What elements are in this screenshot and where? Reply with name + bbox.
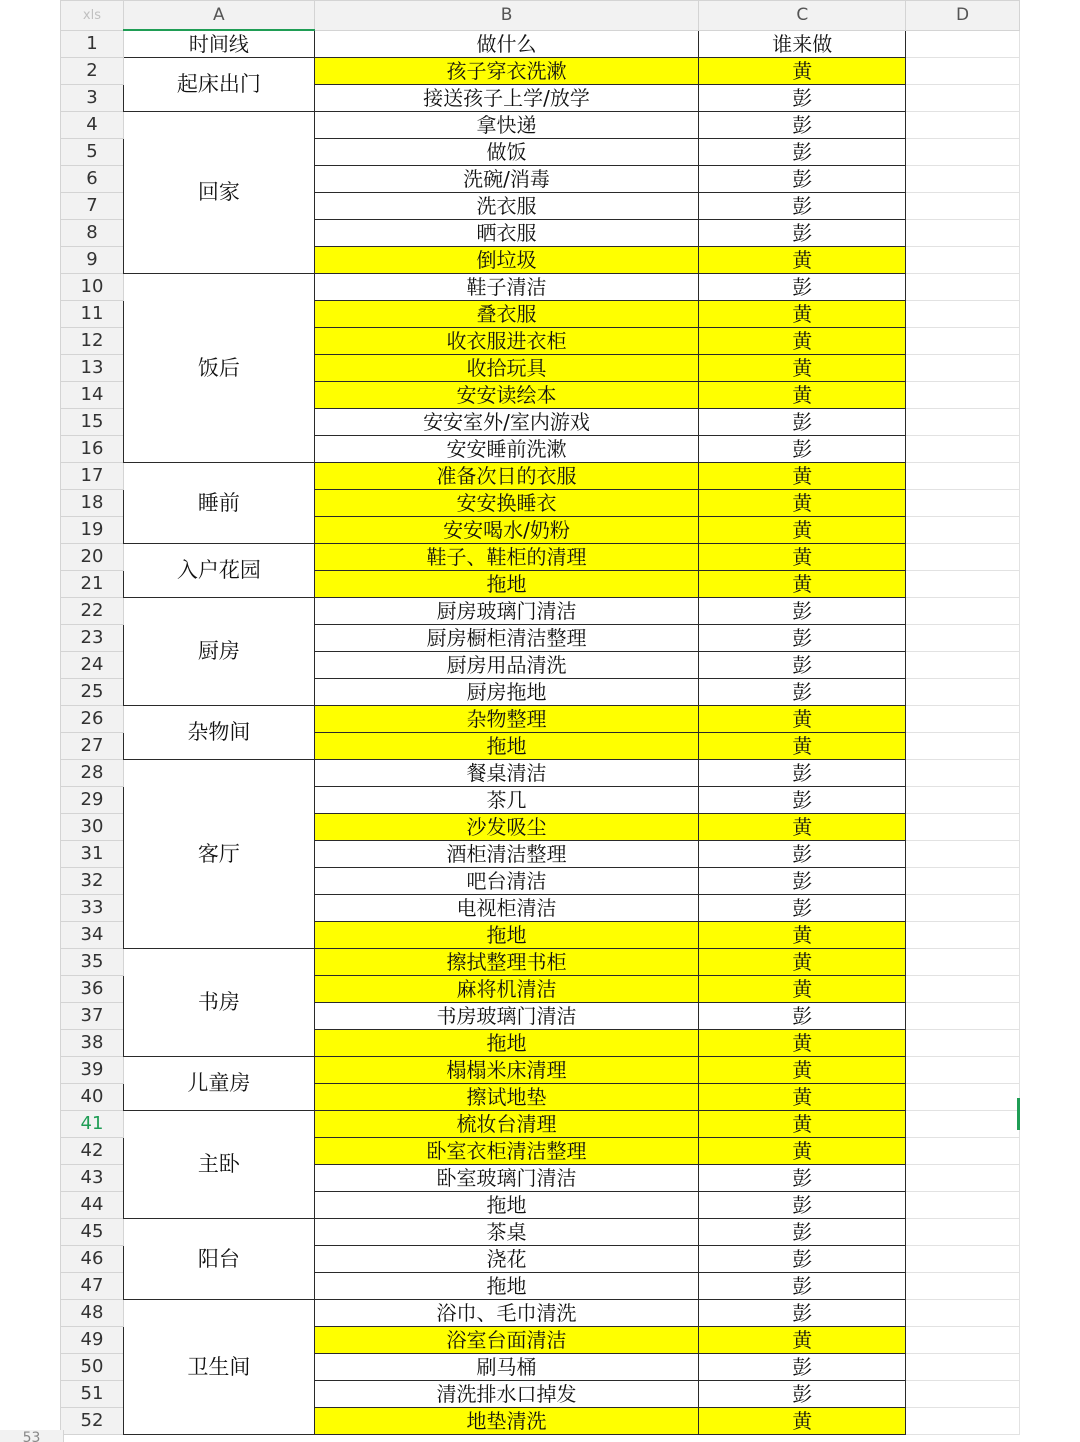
- empty-cell[interactable]: [906, 1273, 1020, 1300]
- task-cell[interactable]: 刷马桶: [314, 1354, 699, 1381]
- assignee-cell[interactable]: 彭: [699, 166, 906, 193]
- row-number[interactable]: 27: [61, 733, 124, 760]
- assignee-cell[interactable]: 彭: [699, 139, 906, 166]
- empty-cell[interactable]: [906, 382, 1020, 409]
- task-cell[interactable]: 厨房玻璃门清洁: [314, 598, 699, 625]
- row-number[interactable]: 22: [61, 598, 124, 625]
- empty-cell[interactable]: [906, 760, 1020, 787]
- column-header-c[interactable]: C: [699, 1, 906, 31]
- task-cell[interactable]: 梳妆台清理: [314, 1111, 699, 1138]
- empty-cell[interactable]: [906, 625, 1020, 652]
- empty-cell[interactable]: [906, 247, 1020, 274]
- row-number[interactable]: 14: [61, 382, 124, 409]
- assignee-cell[interactable]: 彭: [699, 1219, 906, 1246]
- assignee-cell[interactable]: 彭: [699, 1192, 906, 1219]
- assignee-cell[interactable]: 黄: [699, 706, 906, 733]
- assignee-cell[interactable]: 彭: [699, 679, 906, 706]
- empty-cell[interactable]: [906, 301, 1020, 328]
- empty-cell[interactable]: [906, 1408, 1020, 1435]
- empty-cell[interactable]: [906, 1084, 1020, 1111]
- empty-cell[interactable]: [906, 949, 1020, 976]
- task-cell[interactable]: 茶桌: [314, 1219, 699, 1246]
- assignee-cell[interactable]: 彭: [699, 1300, 906, 1327]
- empty-cell[interactable]: [906, 1192, 1020, 1219]
- row-number[interactable]: 42: [61, 1138, 124, 1165]
- row-number[interactable]: 44: [61, 1192, 124, 1219]
- table-row: [61, 760, 1020, 787]
- row-number[interactable]: 30: [61, 814, 124, 841]
- task-cell[interactable]: 收拾玩具: [314, 355, 699, 382]
- table-row: [61, 274, 1020, 301]
- task-cell[interactable]: 麻将机清洁: [314, 976, 699, 1003]
- empty-cell[interactable]: [906, 787, 1020, 814]
- empty-cell[interactable]: [906, 463, 1020, 490]
- empty-cell[interactable]: [906, 598, 1020, 625]
- row-number[interactable]: 48: [61, 1300, 124, 1327]
- header-cell-task[interactable]: 做什么: [314, 30, 699, 58]
- header-cell-who[interactable]: 谁来做: [699, 30, 906, 58]
- row-number[interactable]: 13: [61, 355, 124, 382]
- assignee-cell[interactable]: 彭: [699, 625, 906, 652]
- assignee-cell[interactable]: 彭: [699, 787, 906, 814]
- row-number[interactable]: 25: [61, 679, 124, 706]
- task-cell[interactable]: 酒柜清洁整理: [314, 841, 699, 868]
- row-number[interactable]: 52: [61, 1408, 124, 1435]
- empty-cell[interactable]: [906, 1354, 1020, 1381]
- task-cell[interactable]: 收衣服进衣柜: [314, 328, 699, 355]
- empty-cell[interactable]: [906, 112, 1020, 139]
- table-row: [61, 58, 1020, 85]
- group-cell[interactable]: 回家: [123, 112, 314, 274]
- empty-cell[interactable]: [906, 1030, 1020, 1057]
- table-row: [61, 598, 1020, 625]
- table-row: [61, 1219, 1020, 1246]
- row-number[interactable]: 9: [61, 247, 124, 274]
- row-number[interactable]: 51: [61, 1381, 124, 1408]
- empty-cell[interactable]: [906, 1165, 1020, 1192]
- partial-row-number: 53: [0, 1430, 64, 1442]
- table-row: [61, 1057, 1020, 1084]
- row-number[interactable]: 47: [61, 1273, 124, 1300]
- assignee-cell[interactable]: 黄: [699, 1057, 906, 1084]
- assignee-cell[interactable]: 黄: [699, 382, 906, 409]
- row-number[interactable]: 20: [61, 544, 124, 571]
- task-cell[interactable]: 擦试地垫: [314, 1084, 699, 1111]
- assignee-cell[interactable]: 黄: [699, 490, 906, 517]
- assignee-cell[interactable]: 黄: [699, 814, 906, 841]
- row-number[interactable]: 6: [61, 166, 124, 193]
- task-cell[interactable]: 餐桌清洁: [314, 760, 699, 787]
- row-number[interactable]: 38: [61, 1030, 124, 1057]
- task-cell[interactable]: 叠衣服: [314, 301, 699, 328]
- assignee-cell[interactable]: 彭: [699, 598, 906, 625]
- empty-cell[interactable]: [906, 1327, 1020, 1354]
- row-number[interactable]: 45: [61, 1219, 124, 1246]
- assignee-cell[interactable]: 彭: [699, 409, 906, 436]
- assignee-cell[interactable]: 彭: [699, 436, 906, 463]
- task-cell[interactable]: 茶几: [314, 787, 699, 814]
- row-number[interactable]: 5: [61, 139, 124, 166]
- assignee-cell[interactable]: 黄: [699, 571, 906, 598]
- row-number[interactable]: 33: [61, 895, 124, 922]
- row-number[interactable]: 35: [61, 949, 124, 976]
- task-cell[interactable]: 书房玻璃门清洁: [314, 1003, 699, 1030]
- row-number[interactable]: 1: [61, 30, 124, 58]
- assignee-cell[interactable]: 彭: [699, 895, 906, 922]
- task-cell[interactable]: 安安睡前洗漱: [314, 436, 699, 463]
- task-cell[interactable]: 厨房用品清洗: [314, 652, 699, 679]
- empty-cell[interactable]: [906, 517, 1020, 544]
- task-cell[interactable]: 擦拭整理书柜: [314, 949, 699, 976]
- row-number[interactable]: 40: [61, 1084, 124, 1111]
- empty-cell[interactable]: [906, 922, 1020, 949]
- empty-cell[interactable]: [906, 652, 1020, 679]
- task-cell[interactable]: 清洗排水口掉发: [314, 1381, 699, 1408]
- task-cell[interactable]: 卧室玻璃门清洁: [314, 1165, 699, 1192]
- empty-cell[interactable]: [906, 868, 1020, 895]
- row-number[interactable]: 15: [61, 409, 124, 436]
- column-header-a[interactable]: A: [123, 1, 314, 31]
- row-number[interactable]: 26: [61, 706, 124, 733]
- task-cell[interactable]: 安安喝水/奶粉: [314, 517, 699, 544]
- empty-cell[interactable]: [906, 895, 1020, 922]
- empty-cell[interactable]: [906, 679, 1020, 706]
- task-cell[interactable]: 安安读绘本: [314, 382, 699, 409]
- table-row: [61, 544, 1020, 571]
- row-number[interactable]: 10: [61, 274, 124, 301]
- empty-cell[interactable]: [906, 1219, 1020, 1246]
- task-cell[interactable]: 拖地: [314, 571, 699, 598]
- empty-cell[interactable]: [906, 1057, 1020, 1084]
- task-cell[interactable]: 电视柜清洁: [314, 895, 699, 922]
- task-cell[interactable]: 鞋子、鞋柜的清理: [314, 544, 699, 571]
- cell-cursor-marker: [1017, 1098, 1020, 1130]
- task-cell[interactable]: 孩子穿衣洗漱: [314, 58, 699, 85]
- assignee-cell[interactable]: 黄: [699, 1138, 906, 1165]
- empty-cell[interactable]: [906, 976, 1020, 1003]
- empty-cell[interactable]: [906, 1138, 1020, 1165]
- task-cell[interactable]: 拖地: [314, 733, 699, 760]
- row-number[interactable]: 7: [61, 193, 124, 220]
- task-cell[interactable]: 拿快递: [314, 112, 699, 139]
- table-row: [61, 1300, 1020, 1327]
- row-number[interactable]: 23: [61, 625, 124, 652]
- row-number[interactable]: 36: [61, 976, 124, 1003]
- assignee-cell[interactable]: 黄: [699, 1327, 906, 1354]
- table-row: [61, 463, 1020, 490]
- row-number[interactable]: 28: [61, 760, 124, 787]
- task-cell[interactable]: 做饭: [314, 139, 699, 166]
- task-cell[interactable]: 安安室外/室内游戏: [314, 409, 699, 436]
- task-cell[interactable]: 鞋子清洁: [314, 274, 699, 301]
- task-cell[interactable]: 晒衣服: [314, 220, 699, 247]
- row-number[interactable]: 3: [61, 85, 124, 112]
- row-number[interactable]: 29: [61, 787, 124, 814]
- group-cell[interactable]: 入户花园: [123, 544, 314, 598]
- task-cell[interactable]: 浇花: [314, 1246, 699, 1273]
- header-cell-timeline[interactable]: 时间线: [123, 30, 314, 58]
- task-cell[interactable]: 厨房拖地: [314, 679, 699, 706]
- empty-cell[interactable]: [906, 274, 1020, 301]
- empty-cell[interactable]: [906, 220, 1020, 247]
- group-cell[interactable]: 卫生间: [123, 1300, 314, 1435]
- task-cell[interactable]: 卧室衣柜清洁整理: [314, 1138, 699, 1165]
- row-number[interactable]: 17: [61, 463, 124, 490]
- row-number[interactable]: 32: [61, 868, 124, 895]
- assignee-cell[interactable]: 黄: [699, 463, 906, 490]
- row-number[interactable]: 21: [61, 571, 124, 598]
- table-row: [61, 1111, 1020, 1138]
- row-number[interactable]: 11: [61, 301, 124, 328]
- empty-cell[interactable]: [906, 1381, 1020, 1408]
- empty-cell[interactable]: [906, 1111, 1020, 1138]
- empty-cell[interactable]: [906, 733, 1020, 760]
- assignee-cell[interactable]: 黄: [699, 301, 906, 328]
- task-cell[interactable]: 地垫清洗: [314, 1408, 699, 1435]
- task-cell[interactable]: 拖地: [314, 922, 699, 949]
- row-number[interactable]: 8: [61, 220, 124, 247]
- group-cell[interactable]: 书房: [123, 949, 314, 1057]
- empty-cell[interactable]: [906, 409, 1020, 436]
- assignee-cell[interactable]: 黄: [699, 922, 906, 949]
- assignee-cell[interactable]: 彭: [699, 1165, 906, 1192]
- assignee-cell[interactable]: 彭: [699, 220, 906, 247]
- assignee-cell[interactable]: 彭: [699, 841, 906, 868]
- task-cell[interactable]: 浴室台面清洁: [314, 1327, 699, 1354]
- task-cell[interactable]: 倒垃圾: [314, 247, 699, 274]
- assignee-cell[interactable]: 彭: [699, 652, 906, 679]
- spreadsheet: [60, 0, 1020, 1432]
- assignee-cell[interactable]: 彭: [699, 1246, 906, 1273]
- assignee-cell[interactable]: 彭: [699, 868, 906, 895]
- column-header-d[interactable]: D: [906, 1, 1020, 31]
- group-cell[interactable]: 厨房: [123, 598, 314, 706]
- task-cell[interactable]: 拖地: [314, 1273, 699, 1300]
- empty-cell[interactable]: [906, 328, 1020, 355]
- task-cell[interactable]: 洗碗/消毒: [314, 166, 699, 193]
- assignee-cell[interactable]: 黄: [699, 1030, 906, 1057]
- assignee-cell[interactable]: 彭: [699, 193, 906, 220]
- empty-cell[interactable]: [906, 436, 1020, 463]
- row-number[interactable]: 16: [61, 436, 124, 463]
- assignee-cell[interactable]: 黄: [699, 58, 906, 85]
- row-number[interactable]: 12: [61, 328, 124, 355]
- row-number[interactable]: 24: [61, 652, 124, 679]
- group-cell[interactable]: 客厅: [123, 760, 314, 949]
- task-cell[interactable]: 杂物整理: [314, 706, 699, 733]
- task-cell[interactable]: 厨房橱柜清洁整理: [314, 625, 699, 652]
- assignee-cell[interactable]: 彭: [699, 1273, 906, 1300]
- group-cell[interactable]: 主卧: [123, 1111, 314, 1219]
- empty-cell[interactable]: [906, 85, 1020, 112]
- assignee-cell[interactable]: 黄: [699, 247, 906, 274]
- group-cell[interactable]: 杂物间: [123, 706, 314, 760]
- task-cell[interactable]: 吧台清洁: [314, 868, 699, 895]
- empty-cell[interactable]: [906, 544, 1020, 571]
- table-row: [61, 706, 1020, 733]
- table-row: [61, 112, 1020, 139]
- task-cell[interactable]: 准备次日的衣服: [314, 463, 699, 490]
- row-number[interactable]: 4: [61, 112, 124, 139]
- assignee-cell[interactable]: 黄: [699, 976, 906, 1003]
- assignee-cell[interactable]: 黄: [699, 1084, 906, 1111]
- column-header-row: [61, 1, 1020, 31]
- row-number[interactable]: 41: [61, 1111, 124, 1138]
- group-cell[interactable]: 阳台: [123, 1219, 314, 1300]
- empty-cell[interactable]: [906, 355, 1020, 382]
- empty-cell[interactable]: [906, 571, 1020, 598]
- empty-cell[interactable]: [906, 58, 1020, 85]
- assignee-cell[interactable]: 黄: [699, 949, 906, 976]
- group-cell[interactable]: 起床出门: [123, 58, 314, 112]
- row-number[interactable]: 50: [61, 1354, 124, 1381]
- assignee-cell[interactable]: 黄: [699, 328, 906, 355]
- empty-cell[interactable]: [906, 814, 1020, 841]
- row-number[interactable]: 37: [61, 1003, 124, 1030]
- assignee-cell[interactable]: 黄: [699, 544, 906, 571]
- empty-cell[interactable]: [906, 841, 1020, 868]
- column-header-b[interactable]: B: [314, 1, 699, 31]
- empty-cell[interactable]: [906, 139, 1020, 166]
- assignee-cell[interactable]: 黄: [699, 355, 906, 382]
- task-cell[interactable]: 沙发吸尘: [314, 814, 699, 841]
- assignee-cell[interactable]: 黄: [699, 1111, 906, 1138]
- empty-cell[interactable]: [906, 193, 1020, 220]
- assignee-cell[interactable]: 彭: [699, 112, 906, 139]
- task-cell[interactable]: 洗衣服: [314, 193, 699, 220]
- assignee-cell[interactable]: 彭: [699, 1381, 906, 1408]
- task-cell[interactable]: 安安换睡衣: [314, 490, 699, 517]
- select-all-corner[interactable]: xls: [61, 1, 124, 31]
- row-number[interactable]: 2: [61, 58, 124, 85]
- task-cell[interactable]: 接送孩子上学/放学: [314, 85, 699, 112]
- row-number[interactable]: 49: [61, 1327, 124, 1354]
- row-number[interactable]: 18: [61, 490, 124, 517]
- row-number[interactable]: 19: [61, 517, 124, 544]
- empty-cell[interactable]: [906, 166, 1020, 193]
- row-number[interactable]: 43: [61, 1165, 124, 1192]
- empty-cell[interactable]: [906, 30, 1020, 58]
- assignee-cell[interactable]: 彭: [699, 85, 906, 112]
- task-cell[interactable]: 拖地: [314, 1192, 699, 1219]
- row-number[interactable]: 39: [61, 1057, 124, 1084]
- task-cell[interactable]: 浴巾、毛巾清洗: [314, 1300, 699, 1327]
- group-cell[interactable]: 儿童房: [123, 1057, 314, 1111]
- assignee-cell[interactable]: 彭: [699, 1003, 906, 1030]
- task-cell[interactable]: 拖地: [314, 1030, 699, 1057]
- assignee-cell[interactable]: 彭: [699, 274, 906, 301]
- empty-cell[interactable]: [906, 1246, 1020, 1273]
- table-row-header: [61, 30, 1020, 58]
- empty-cell[interactable]: [906, 706, 1020, 733]
- assignee-cell[interactable]: 彭: [699, 1354, 906, 1381]
- group-cell[interactable]: 睡前: [123, 463, 314, 544]
- assignee-cell[interactable]: 黄: [699, 517, 906, 544]
- row-number[interactable]: 46: [61, 1246, 124, 1273]
- assignee-cell[interactable]: 黄: [699, 1408, 906, 1435]
- empty-cell[interactable]: [906, 1003, 1020, 1030]
- row-number[interactable]: 34: [61, 922, 124, 949]
- sheet-grid: [60, 0, 1020, 1435]
- empty-cell[interactable]: [906, 490, 1020, 517]
- empty-cell[interactable]: [906, 1300, 1020, 1327]
- row-number[interactable]: 31: [61, 841, 124, 868]
- assignee-cell[interactable]: 黄: [699, 733, 906, 760]
- table-row: [61, 949, 1020, 976]
- task-cell[interactable]: 榻榻米床清理: [314, 1057, 699, 1084]
- assignee-cell[interactable]: 彭: [699, 760, 906, 787]
- group-cell[interactable]: 饭后: [123, 274, 314, 463]
